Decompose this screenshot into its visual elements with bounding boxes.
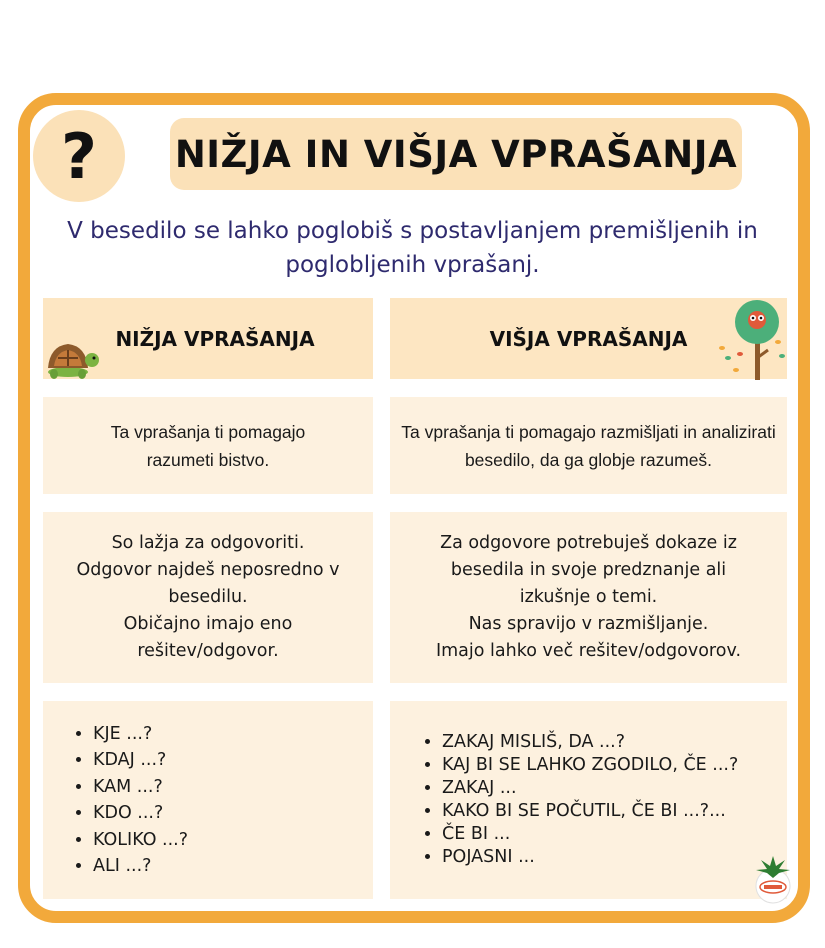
list-item: • POJASNI ... (442, 846, 738, 869)
higher-examples-cell (390, 701, 787, 899)
header-lower-label: NIŽJA VPRAŠANJA (115, 326, 315, 351)
higher-purpose-text: Ta vprašanja ti pomagajo razmišljati in analizirati besedilo, da ga globje razumeš. (401, 421, 776, 470)
list-item: • KDO ...? (93, 800, 188, 827)
tree-with-owl-icon (712, 298, 790, 380)
description-line: Imajo lahko več rešitev/odgovorov. (435, 641, 742, 661)
turtle-icon (42, 334, 100, 380)
higher-description (436, 530, 741, 665)
strawberry-logo-icon (748, 852, 798, 904)
lower-purpose-text: Ta vprašanja ti pomagajo razumeti bistvo. (110, 421, 306, 470)
description-line: Običajno imajo eno (123, 614, 293, 634)
higher-purpose-cell (390, 397, 787, 494)
list-item: • KAJ BI SE LAHKO ZGODILO, ČE ...? (442, 754, 738, 777)
list-item: • ALI ...? (93, 853, 188, 880)
list-item: • KDAJ ...? (93, 747, 188, 774)
description-line: besedila in svoje predznanje ali (450, 560, 727, 580)
page-title: NIŽJA IN VIŠJA VPRAŠANJA (174, 132, 738, 176)
list-item: • ZAKAJ ... (442, 777, 738, 800)
higher-examples-list (390, 731, 738, 869)
list-item: • KJE ...? (93, 721, 188, 748)
description-line: Odgovor najdeš neposredno v (76, 560, 340, 580)
question-mark-icon: ? (33, 110, 125, 202)
list-item: • KOLIKO ...? (93, 827, 188, 854)
list-item: • ČE BI ... (442, 823, 738, 846)
description-line: So lažja za odgovoriti. (111, 533, 305, 553)
higher-description-cell (390, 512, 787, 683)
lower-description-cell (43, 512, 373, 683)
description-line: rešitev/odgovor. (137, 641, 279, 661)
list-item: • KAKO BI SE POČUTIL, ČE BI ...?... (442, 800, 738, 823)
list-item: • KAM ...? (93, 774, 188, 801)
lower-examples-cell (43, 701, 373, 899)
title-box (170, 118, 742, 190)
header-higher-label: VIŠJA VPRAŠANJA (489, 326, 688, 351)
description-line: Za odgovore potrebuješ dokaze iz (440, 533, 737, 553)
description-line: besedilu. (168, 587, 248, 607)
description-line: Nas spravijo v razmišljanje. (468, 614, 709, 634)
description-line: izkušnje o temi. (519, 587, 658, 607)
intro-text: V besedilo se lahko poglobiš s postavljanjem premišljenih in poglobljenih vprašanj. (67, 218, 758, 278)
lower-examples-list (43, 721, 188, 880)
list-item: • ZAKAJ MISLIŠ, DA ...? (442, 731, 738, 754)
lower-purpose-cell (43, 397, 373, 494)
lower-description (77, 530, 340, 665)
